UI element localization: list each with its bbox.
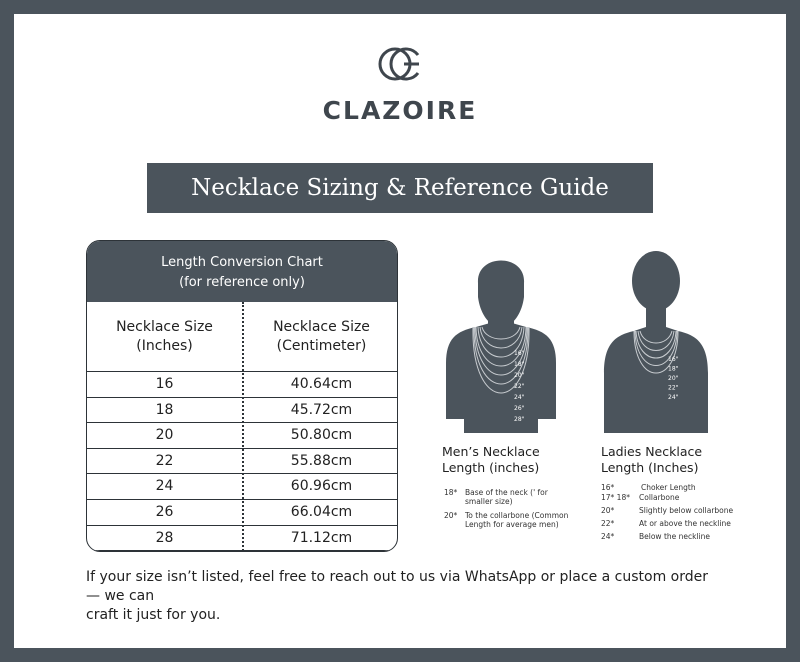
ladies-legend-key: 20* (601, 506, 615, 515)
table-header-note: (for reference only) (179, 275, 305, 290)
length-conversion-table (86, 240, 398, 552)
page-title: Necklace Sizing & Reference Guide (147, 163, 653, 213)
column-header-inches-line1: Necklace Size (116, 319, 213, 335)
ladies-legend-text: Below the neckline (639, 532, 711, 541)
inches-cell: 18 (155, 401, 174, 418)
inches-cell: 26 (155, 503, 174, 520)
chain-length-label: 28" (514, 416, 525, 423)
chain-length-label: 22" (514, 383, 525, 390)
chain-length-label: 18" (668, 365, 679, 373)
co-monogram-logo-icon (377, 44, 423, 84)
ladies-caption-line1: Ladies Necklace (601, 444, 703, 459)
chain-length-label: 20" (668, 375, 679, 382)
chain-length-label: 18" (514, 361, 525, 368)
ladies-legend-text: At or above the neckline (639, 519, 731, 528)
ladies-legend (601, 483, 751, 547)
ladies-legend-text: Collarbone (639, 493, 680, 502)
ladies-legend-key: 16* (601, 483, 615, 492)
men-caption-line1: Men’s Necklace (442, 444, 540, 459)
chain-length-label: 24" (514, 394, 525, 401)
chain-length-label: 16" (514, 350, 525, 357)
ladies-legend-key: 22* (601, 519, 615, 528)
column-header-inches (87, 318, 242, 356)
footer-note (86, 568, 726, 625)
ladies-legend-text: Slightly below collarbone (639, 506, 734, 515)
cm-cell: 50.80cm (290, 427, 353, 444)
chain-length-label: 24" (668, 394, 679, 401)
inches-cell: 20 (155, 427, 174, 444)
inches-cell: 22 (155, 452, 174, 469)
male-silhouette-icon (438, 243, 564, 433)
men-legend-text: To the collarbone (Common (465, 511, 569, 520)
female-silhouette-icon (598, 243, 714, 433)
men-caption (442, 444, 540, 476)
inches-cell: 28 (155, 529, 174, 546)
brand-logo (14, 44, 786, 84)
chain-length-label: 22" (668, 384, 679, 392)
footer-line2: craft it just for you. (86, 607, 221, 623)
cm-cell: 60.96cm (290, 478, 353, 495)
cm-cell: 45.72cm (290, 401, 353, 418)
inches-cell: 16 (155, 376, 174, 392)
sizing-guide-card (14, 14, 786, 648)
ladies-caption-line2: Length (Inches) (601, 460, 699, 475)
column-header-cm (244, 318, 398, 356)
ladies-caption (601, 444, 702, 476)
ladies-legend-text: Choker Length (641, 483, 696, 492)
cm-cell: 40.64cm (290, 376, 353, 392)
table-header-title: Length Conversion Chart (161, 255, 323, 270)
ladies-legend-key: 17* 18* (601, 493, 630, 502)
column-header-cm-line2: (Centimeter) (276, 338, 367, 354)
men-legend-text: Base of the neck (' for (465, 488, 548, 497)
column-header-cm-line1: Necklace Size (273, 319, 370, 335)
men-caption-line2: Length (inches) (442, 460, 540, 475)
men-legend (444, 488, 584, 558)
chain-length-label: 26" (514, 405, 525, 412)
ladies-legend-key: 24* (601, 532, 615, 541)
cm-cell: 66.04cm (290, 503, 353, 520)
column-header-inches-line2: (Inches) (136, 338, 193, 354)
table-header (87, 241, 397, 302)
brand-name: CLAZOIRE (322, 96, 478, 125)
men-legend-text: smaller size) (465, 497, 513, 506)
men-legend-key: 18* (444, 488, 458, 497)
column-divider (242, 302, 244, 551)
footer-line1: If your size isn’t listed, feel free to reach out to us via WhatsApp or place a custom order — we can (86, 569, 708, 604)
inches-cell: 24 (155, 478, 174, 495)
men-legend-text: Length for average men) (465, 520, 559, 529)
men-legend-key: 20* (444, 511, 458, 520)
chain-length-label: 16" (668, 356, 679, 363)
cm-cell: 55.88cm (290, 452, 353, 469)
cm-cell: 71.12cm (290, 529, 353, 546)
chain-length-label: 20" (514, 372, 525, 379)
